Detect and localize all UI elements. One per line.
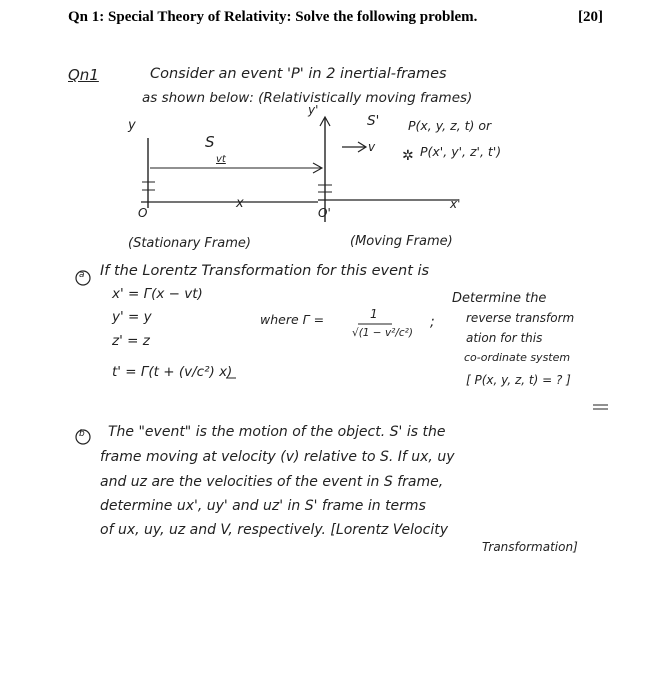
intro-line-1: Consider an event 'P' in 2 inertial-frames — [150, 66, 447, 82]
ask-line-4: co-ordinate system — [464, 351, 571, 364]
question-marks: [20] — [578, 9, 603, 25]
gamma-denominator: √(1 − v²/c²) — [352, 327, 413, 339]
label-x: x — [236, 196, 244, 211]
part-b-line-5: of ux, uy, uz and V, respectively. [Lorentz Velocity — [100, 522, 448, 538]
label-origin: O — [138, 206, 148, 220]
equation-z-prime: z' = z — [112, 333, 150, 349]
ask-line-1: Determine the — [452, 291, 547, 306]
event-coords-prime: P(x', y', z', t') — [420, 144, 502, 159]
gamma-numerator: 1 — [370, 307, 378, 321]
separator-semicolon: ; — [430, 314, 435, 330]
ask-line-2: reverse transform — [466, 311, 575, 325]
equation-y-prime: y' = y — [112, 309, 152, 325]
part-b-line-2: frame moving at velocity (v) relative to S. If ux, uy — [100, 449, 455, 465]
intro-line-2: as shown below: (Relativistically moving frames) — [142, 90, 473, 106]
label-s-prime: S' — [367, 113, 380, 129]
part-a-statement: If the Lorentz Transformation for this event is — [100, 263, 430, 279]
moving-frame-label: (Moving Frame) — [350, 234, 453, 249]
label-y-prime: y' — [308, 103, 319, 117]
label-s: S — [205, 133, 215, 151]
part-b-line-4: determine ux', uy' and uz' in S' frame in terms — [100, 498, 426, 514]
label-velocity: v — [368, 140, 376, 154]
part-b-line-6: Transformation] — [482, 540, 578, 554]
label-x-prime: x' — [450, 197, 461, 211]
ask-line-3: ation for this — [466, 331, 543, 345]
label-y: y — [128, 118, 136, 133]
equation-x-prime: x' = Γ(x − vt) — [112, 286, 203, 302]
label-vt: vt — [216, 154, 226, 165]
equation-t-prime: t' = Γ(t + (v/c²) x) — [112, 364, 233, 380]
event-coords: P(x, y, z, t) or — [408, 118, 492, 133]
event-star-icon: ✲ — [402, 148, 414, 164]
label-origin-prime: O' — [318, 206, 331, 220]
part-b-marker: b — [79, 429, 85, 439]
ask-line-5: [ P(x, y, z, t) = ? ] — [466, 373, 571, 387]
stationary-frame-label: (Stationary Frame) — [128, 236, 251, 251]
part-b-line-3: and uz are the velocities of the event in S frame, — [100, 474, 444, 490]
question-label: Qn1 — [68, 66, 99, 84]
question-title: Qn 1: Special Theory of Relativity: Solve the following problem. — [68, 9, 478, 25]
part-b-line-1: The "event" is the motion of the object. S' is the — [108, 424, 446, 440]
part-a-marker: a — [79, 270, 85, 280]
gamma-where-label: where Γ = — [260, 312, 325, 327]
